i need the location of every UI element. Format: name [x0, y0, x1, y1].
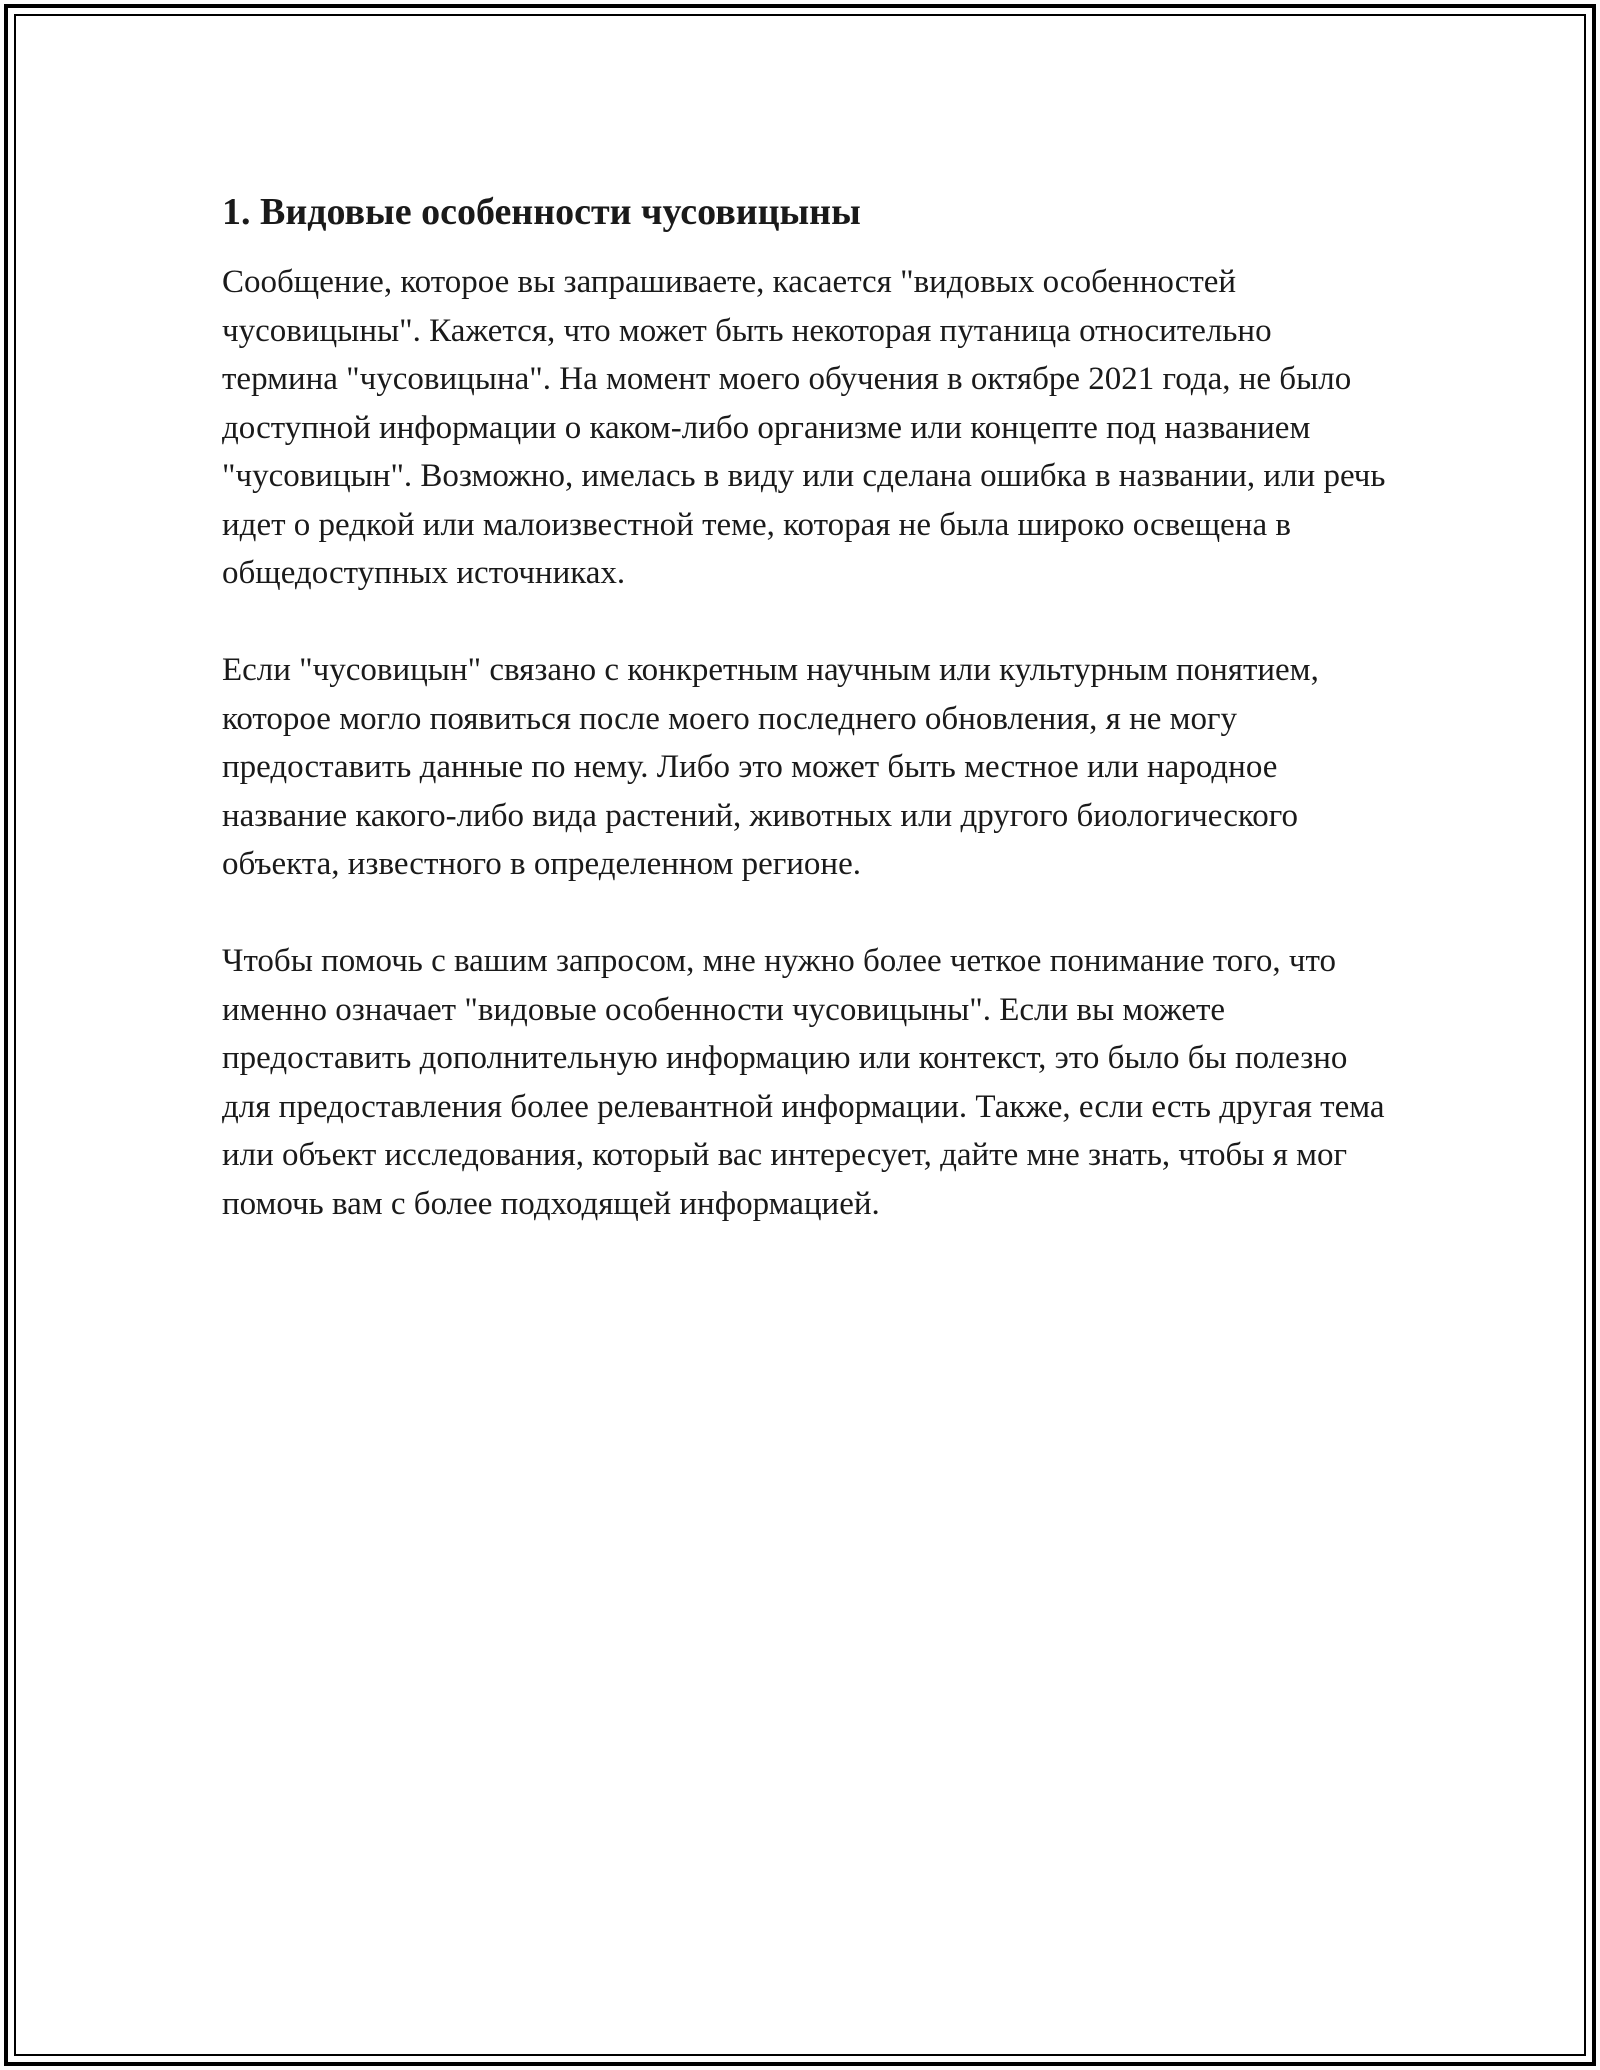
document-title: 1. Видовые особенности чусовицыны	[222, 191, 861, 233]
paragraph-2: Если "чусовицын" связано с конкретным научным или культурным понятием, которое могло появиться после моего последнего обновления, я не могу предоставить данные по нему. Либо это может быть местное или народное название какого-либо вида растений, животных или другого биологического объекта, известного в определенном регионе.	[222, 652, 1319, 882]
paragraph-1: Сообщение, которое вы запрашиваете, касается "видовых особенностей чусовицыны". Кажется, что может быть некоторая путаница относительно термина "чусовицына". На момент моего обучения в октябре 2021 года, не было доступной информации о каком-либо организме или концепте под названием "чусовицын". Возможно, имелась в виду или сделана ошибка в названии, или речь идет о редкой или малоизвестной теме, которая не была широко освещена в общедоступных источниках.	[222, 264, 1386, 591]
paragraph-3: Чтобы помочь с вашим запросом, мне нужно более четкое понимание того, что именно означает "видовые особенности чусовицыны". Если вы можете предоставить дополнительную информацию или контекст, это было бы полезно для предоставления более релевантной информации. Также, если есть другая тема или объект исследования, который вас интересует, дайте мне знать, чтобы я мог помочь вам с более подходящей информацией.	[222, 943, 1385, 1222]
document-body	[222, 186, 1392, 1277]
